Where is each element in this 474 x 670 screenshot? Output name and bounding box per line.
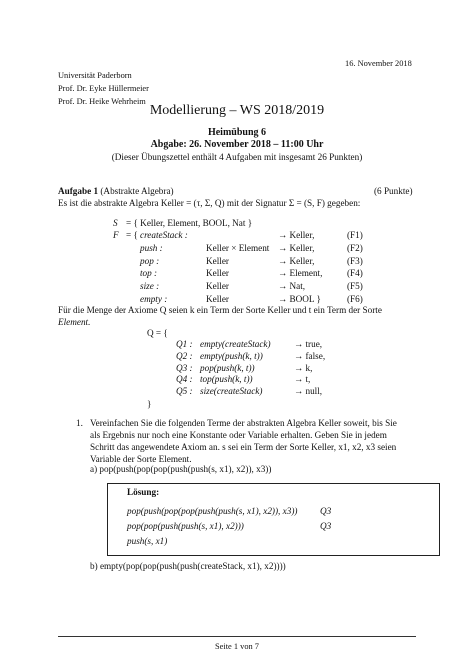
function-tag: (F1) xyxy=(347,230,363,240)
function-tag: (F4) xyxy=(347,268,363,279)
axiom-lhs: empty(push(k, t)) xyxy=(200,350,263,361)
institution: Universität Paderborn xyxy=(58,71,132,80)
author-1: Prof. Dr. Eyke Hüllermeier xyxy=(58,84,149,93)
page-number: Seite 1 von 7 xyxy=(215,642,259,651)
function-name: size : xyxy=(140,281,160,292)
function-tag: (F6) xyxy=(347,294,363,304)
function-domain: Keller xyxy=(206,268,229,279)
axioms-intro-line1: Für die Menge der Axiome Q seien k ein Term der Sorte Keller und t ein Term der Sorte xyxy=(58,305,382,315)
task-points: (6 Punkte) xyxy=(374,186,413,196)
solution-axiom: Q3 xyxy=(320,521,332,531)
function-range: → Keller, xyxy=(278,255,315,266)
part-a: a) pop(push(pop(pop(push(push(s, x1), x2)), x3)) xyxy=(90,464,272,474)
function-domain: Keller xyxy=(206,281,229,292)
function-domain: Keller xyxy=(206,294,229,304)
sheet-title: Heimübung 6 xyxy=(207,127,267,138)
axiom-lhs: empty(createStack) xyxy=(200,339,271,349)
solution-axiom: Q3 xyxy=(320,506,332,516)
axiom-rhs: → true, xyxy=(294,339,323,349)
function-range: → Nat, xyxy=(278,281,306,292)
axiom-label: Q3 : xyxy=(176,362,193,373)
task-heading-topic: (Abstrakte Algebra) xyxy=(100,186,174,196)
axiom-lhs: size(createStack) xyxy=(200,386,263,397)
part-b: b) empty(pop(pop(push(push(createStack, x1), x2)))) xyxy=(90,561,286,571)
functions-open: = { xyxy=(126,230,138,240)
functions-label: F xyxy=(113,230,119,240)
solution-term: pop(push(pop(pop(push(push(s, x1), x2)), x3)) xyxy=(127,506,298,516)
function-tag: (F2) xyxy=(347,242,363,253)
author-2: Prof. Dr. Heike Wehrheim xyxy=(58,97,146,106)
axiom-lhs: top(push(k, t)) xyxy=(200,374,253,385)
axiom-label: Q4 : xyxy=(176,374,193,385)
function-domain: Keller xyxy=(206,255,229,266)
task-heading xyxy=(58,186,174,196)
item-1-line: Schritt das angewendete Axiom an. s sei ein Term der Sorte Keller, x1, x2, x3 seien xyxy=(90,442,397,452)
footer-rule xyxy=(58,636,416,637)
function-range: → Keller, xyxy=(278,230,315,240)
function-tag: (F5) xyxy=(347,281,363,292)
sorts-set: = { Keller, Element, BOOL, Nat } xyxy=(126,218,253,228)
task-intro: Es ist die abstrakte Algebra Keller = (τ, Σ, Q) mit der Signatur Σ = (S, F) gegeben: xyxy=(58,198,361,208)
function-name: top : xyxy=(140,268,158,279)
task-heading-label: Aufgabe 1 xyxy=(58,186,99,196)
axioms-open: Q = { xyxy=(147,328,168,338)
function-domain: Keller × Element xyxy=(206,242,270,253)
function-name: push : xyxy=(140,242,163,253)
page-title: Modellierung – WS 2018/2019 xyxy=(149,103,325,118)
date: 16. November 2018 xyxy=(345,59,412,68)
solution-term: push(s, x1) xyxy=(127,536,168,546)
axiom-rhs: → null, xyxy=(294,386,323,397)
function-range: → Keller, xyxy=(278,242,315,253)
sheet-note: (Dieser Übungszettel enthält 4 Aufgaben mit insgesamt 26 Punkten) xyxy=(111,152,363,162)
solution-title: Lösung: xyxy=(127,487,160,497)
function-name: createStack : xyxy=(140,230,188,240)
sorts-label: S xyxy=(113,218,118,228)
axiom-lhs: pop(push(k, t)) xyxy=(200,362,255,373)
axiom-label: Q2 : xyxy=(176,350,193,361)
item-1-line: Variable der Sorte Element. xyxy=(90,454,192,464)
axioms-intro-line2: Element. xyxy=(58,317,91,327)
axiom-rhs: → k, xyxy=(294,362,313,373)
axiom-label: Q5 : xyxy=(176,386,193,397)
item-1-line: Vereinfachen Sie die folgenden Terme der abstrakten Algebra Keller soweit, bis Sie xyxy=(90,418,397,428)
function-name: pop : xyxy=(140,255,160,266)
function-name: empty : xyxy=(140,294,168,304)
function-range: → BOOL } xyxy=(278,294,321,304)
axiom-rhs: → false, xyxy=(294,350,326,361)
axioms-close: } xyxy=(147,399,152,409)
solution-term: pop(pop(push(push(s, x1), x2))) xyxy=(127,521,244,531)
function-tag: (F3) xyxy=(347,255,363,266)
axiom-label: Q1 : xyxy=(176,339,193,349)
deadline: Abgabe: 26. November 2018 – 11:00 Uhr xyxy=(150,139,324,150)
item-1-line: als Ergebnis nur noch eine Konstante oder Variable erhalten. Geben Sie in jedem xyxy=(90,430,387,440)
item-number: 1. xyxy=(76,418,83,428)
function-range: → Element, xyxy=(278,268,323,279)
axiom-rhs: → t, xyxy=(294,374,311,385)
